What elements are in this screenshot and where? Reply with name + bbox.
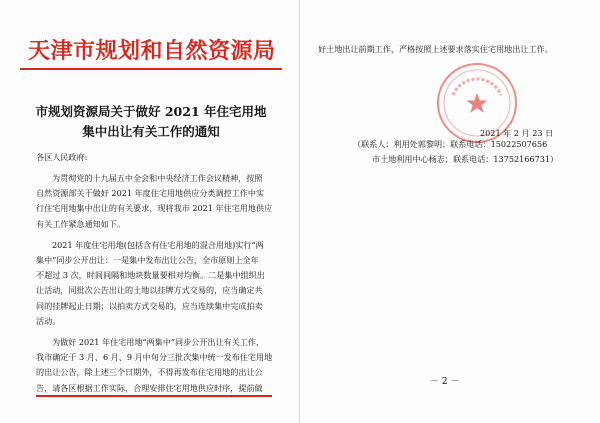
text-line: 集中”同步公开出让：一是集中发布出让公告，全市原则上全年	[36, 255, 259, 266]
paragraph-3	[36, 335, 276, 396]
red-underline	[36, 395, 272, 397]
text-line: 自然资源部关于做好 2021 年度住宅用地供应分类调控工作中实	[36, 188, 265, 199]
text-line: 告，请各区根据工作实际，合理安排住宅用地供应时序，提前做	[36, 382, 263, 393]
text-line: 让活动，同批次公告出让的土地以挂牌方式交易的，应当确定共	[36, 285, 263, 296]
text-line: 我市确定于 3 月、6 月、9 月中旬分三批次集中统一发布住宅用地	[36, 352, 273, 363]
title-line: 集中出让有关工作的通知	[82, 124, 220, 139]
text-line: 为做好 2021 年住宅用地“两集中”同步公开出让有关工作，	[52, 337, 265, 348]
right-page	[300, 0, 600, 423]
paragraph-2	[36, 238, 276, 329]
text-line: 有关工作紧急通知如下。	[36, 218, 126, 229]
text-line: 活动。	[36, 315, 61, 326]
contact-line: 市土地利用中心杨志；联系电话：13752166731）	[372, 154, 559, 164]
title-line: 市规划资源局关于做好 2021 年住宅用地	[35, 104, 267, 119]
body-text-block	[36, 171, 276, 396]
page-number: － 2 －	[430, 377, 460, 387]
contact-line: （联系人：利用处郭黎明；联系电话：15022507656	[353, 139, 548, 149]
text-line: 为贯彻党的十九届五中全会和中央经济工作会议精神，按照	[52, 173, 263, 183]
text-line: 好土地出让前期工作，严格按照上述要求落实住宅用地出让工作。	[318, 44, 553, 54]
text-line: 同的挂牌起止日期；以拍卖方式交易的，应当连续集中完成拍卖	[36, 300, 263, 311]
document-title	[28, 102, 274, 142]
issuer-header: 天津市规划和自然资源局	[28, 38, 276, 64]
text-line: 2021 年度住宅用地(包括含有住宅用地的混合用地)实行“两	[52, 239, 264, 250]
header-rule	[20, 68, 282, 70]
paragraph-1	[36, 171, 276, 232]
continuation-text	[318, 42, 588, 57]
salutation: 各区人民政府:	[36, 152, 88, 162]
text-line: 的出让公告，除上述三个日期外，不得再发布住宅用地的出让公	[36, 367, 263, 378]
text-line: 行住宅用地集中出让的有关要求，现将我市 2021 年住宅用地供应	[36, 203, 273, 214]
text-line: 不超过 3 次，时间间隔和地块数量要相对均衡。二是集中组织出	[36, 270, 265, 281]
signature-date: 2021 年 2 月 23 日	[480, 128, 554, 138]
